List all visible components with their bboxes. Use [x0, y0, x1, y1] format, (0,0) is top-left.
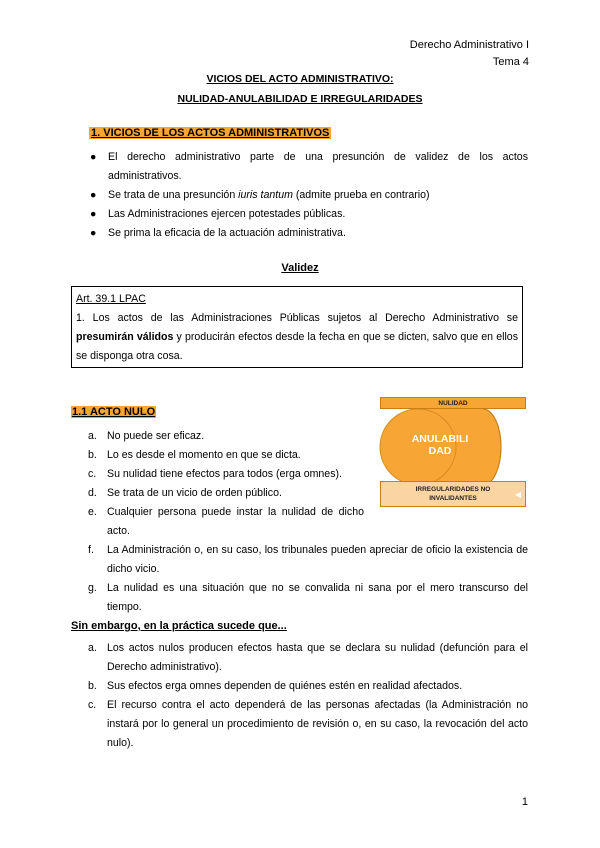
sin-embargo-heading: Sin embargo, en la práctica sucede que...	[71, 620, 287, 632]
bullet-item	[90, 186, 528, 205]
latin-term: iuris tantum	[238, 189, 293, 201]
document-title-line-2: NULIDAD-ANULABILIDAD E IRREGULARIDADES	[177, 93, 423, 105]
bullet-text: Las Administraciones ejercen potestades públicas.	[108, 208, 346, 220]
validez-heading: Validez	[281, 262, 319, 274]
list-item: c. Su nulidad tiene efectos para todos (erga omnes).	[88, 468, 342, 480]
bullet-item	[90, 148, 528, 186]
speaker-icon: ◀	[514, 490, 521, 499]
page-header	[410, 37, 529, 71]
document-title-line-1: VICIOS DEL ACTO ADMINISTRATIVO:	[206, 73, 394, 85]
diagram-center-label: ANULABILI DAD	[411, 433, 469, 457]
topic-name: Tema 4	[492, 56, 529, 68]
bullet-dot-icon: ●	[90, 208, 97, 220]
list-item: g. La nulidad es una situación que no se convalida ni sana por el mero transcurso del tiempo.	[88, 582, 528, 613]
article-bold: presumirán válidos	[76, 331, 174, 343]
page-number: 1	[521, 796, 528, 808]
bullet-text: Se prima la eficacia de la actuación administrativa.	[108, 227, 346, 239]
section-heading: 1. VICIOS DE LOS ACTOS ADMINISTRATIVOS	[91, 127, 330, 139]
nullity-diagram	[378, 397, 528, 509]
list-item: b. Lo es desde el momento en que se dicta.	[88, 449, 301, 461]
bullet-dot-icon: ●	[90, 151, 97, 163]
acto-nulo-heading: 1.1 ACTO NULO	[72, 406, 156, 418]
diagram-bottom-label: IRREGULARIDADES NO INVALIDANTES ◀	[380, 481, 526, 507]
diagram-top-label: NULIDAD	[380, 397, 526, 409]
list-item: e. Cualquier persona puede instar la nulidad de dicho acto.	[88, 506, 364, 537]
list-item: d. Se trata de un vicio de orden público.	[88, 487, 282, 499]
list-item: c. El recurso contra el acto dependerá de las personas afectadas (la Administración no instará por lo general un procedimiento de revisión o, en su caso, la revocación del acto nulo).	[88, 699, 528, 749]
bullet-item	[90, 224, 528, 243]
list-item: f. La Administración o, en su caso, los tribunales pueden apreciar de oficio la existencia de dicho vicio.	[88, 544, 528, 575]
article-box	[71, 286, 523, 368]
bullet-text: El derecho administrativo parte de una presunción de validez de los actos administrativos.	[108, 151, 528, 182]
article-text: 1. Los actos de las Administraciones Públicas sujetos al Derecho Administrativo se presumirán válidos y producirán efectos desde la fecha en que se dicten, salvo que en ellos se disponga otra cosa.	[76, 312, 518, 362]
bullet-text: Se trata de una presunción iuris tantum (admite prueba en contrario)	[108, 189, 430, 201]
course-name: Derecho Administrativo I	[409, 39, 529, 51]
list-item: a. No puede ser eficaz.	[88, 430, 205, 442]
bullet-item	[90, 205, 528, 224]
list-item: b. Sus efectos erga omnes dependen de quiénes estén en realidad afectados.	[88, 680, 463, 692]
list-item: a. Los actos nulos producen efectos hasta que se declara su nulidad (defunción para el Derecho administrativo).	[88, 642, 528, 673]
bullet-dot-icon: ●	[90, 189, 97, 201]
article-reference: Art. 39.1 LPAC	[76, 293, 146, 305]
bullet-dot-icon: ●	[90, 227, 97, 239]
